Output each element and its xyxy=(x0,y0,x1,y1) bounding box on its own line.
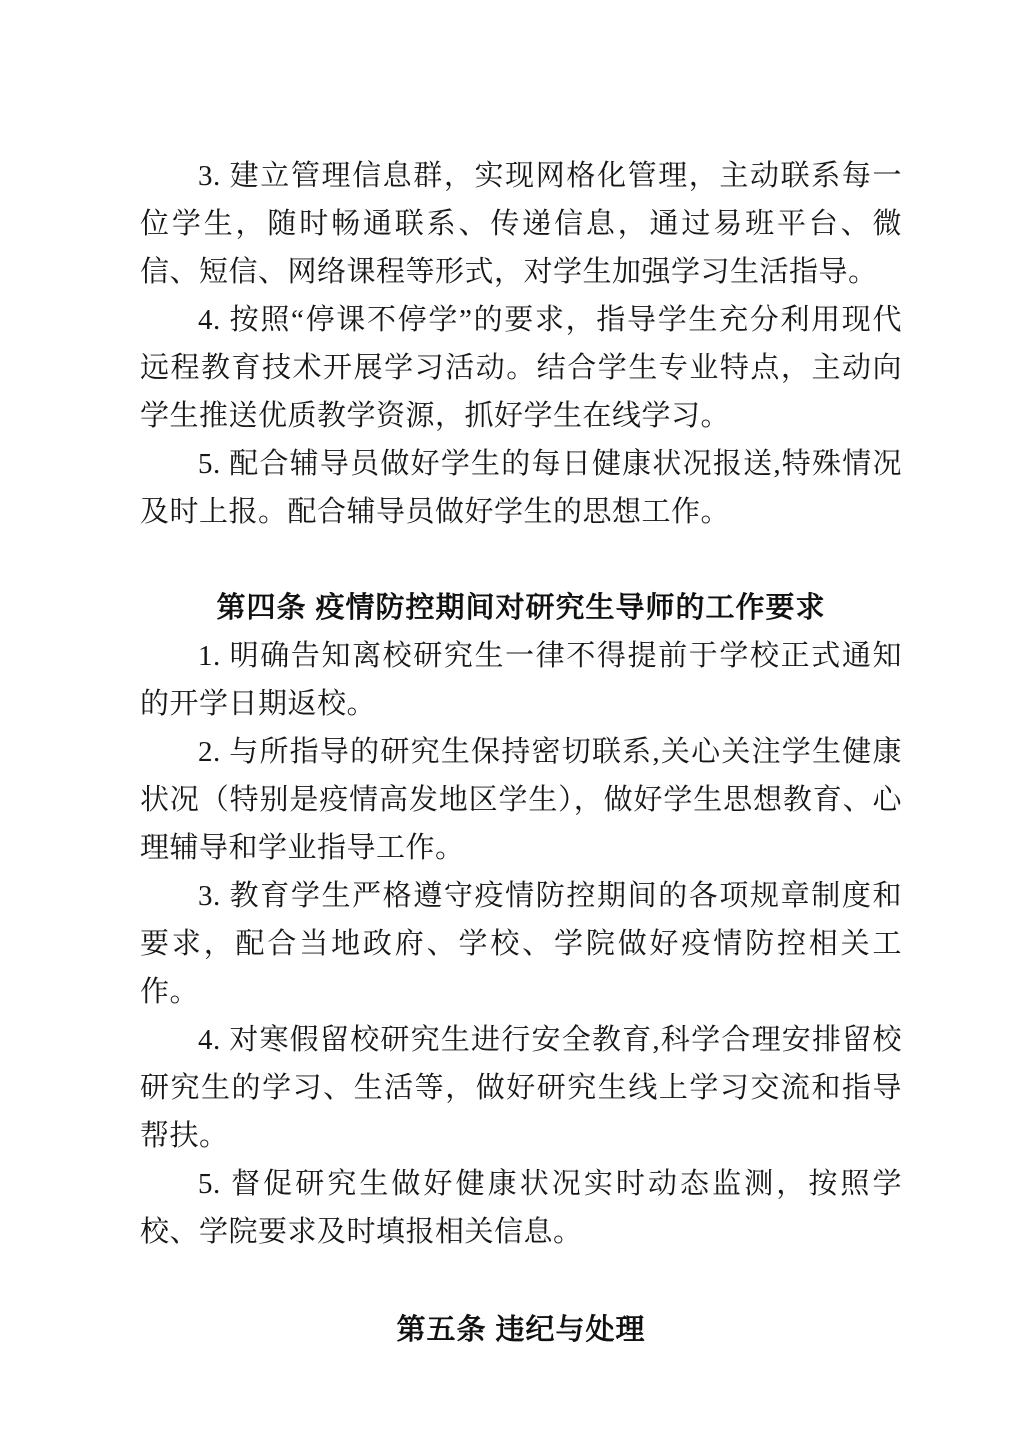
article-4-heading: 第四条 疫情防控期间对研究生导师的工作要求 xyxy=(216,592,826,624)
article-5-heading: 第五条 违纪与处理 xyxy=(396,1314,646,1346)
paragraph-item-5: 5. 配合辅导员做好学生的每日健康状况报送,特殊情况及时上报。配合辅导员做好学生的思想工作。 xyxy=(140,448,902,528)
paragraph-item-3: 3. 建立管理信息群，实现网格化管理，主动联系每一位学生，随时畅通联系、传递信息，通过易班平台、微信、短信、网络课程等形式，对学生加强学习生活指导。 xyxy=(140,160,902,288)
article-4-item-3: 3. 教育学生严格遵守疫情防控期间的各项规章制度和要求，配合当地政府、学校、学院做好疫情防控相关工作。 xyxy=(140,880,902,1008)
article-4-item-1: 1. 明确告知离校研究生一律不得提前于学校正式通知的开学日期返校。 xyxy=(140,640,902,720)
article-4-item-4: 4. 对寒假留校研究生进行安全教育,科学合理安排留校研究生的学习、生活等，做好研究生线上学习交流和指导帮扶。 xyxy=(140,1024,902,1152)
article-4-item-5: 5. 督促研究生做好健康状况实时动态监测，按照学校、学院要求及时填报相关信息。 xyxy=(140,1168,902,1248)
paragraph-item-4: 4. 按照“停课不停学”的要求，指导学生充分利用现代远程教育技术开展学习活动。结合学生专业特点，主动向学生推送优质教学资源，抓好学生在线学习。 xyxy=(140,304,902,432)
article-4-item-2: 2. 与所指导的研究生保持密切联系,关心关注学生健康状况（特别是疫情高发地区学生），做好学生思想教育、心理辅导和学业指导工作。 xyxy=(140,736,902,864)
document-content xyxy=(140,152,902,1354)
